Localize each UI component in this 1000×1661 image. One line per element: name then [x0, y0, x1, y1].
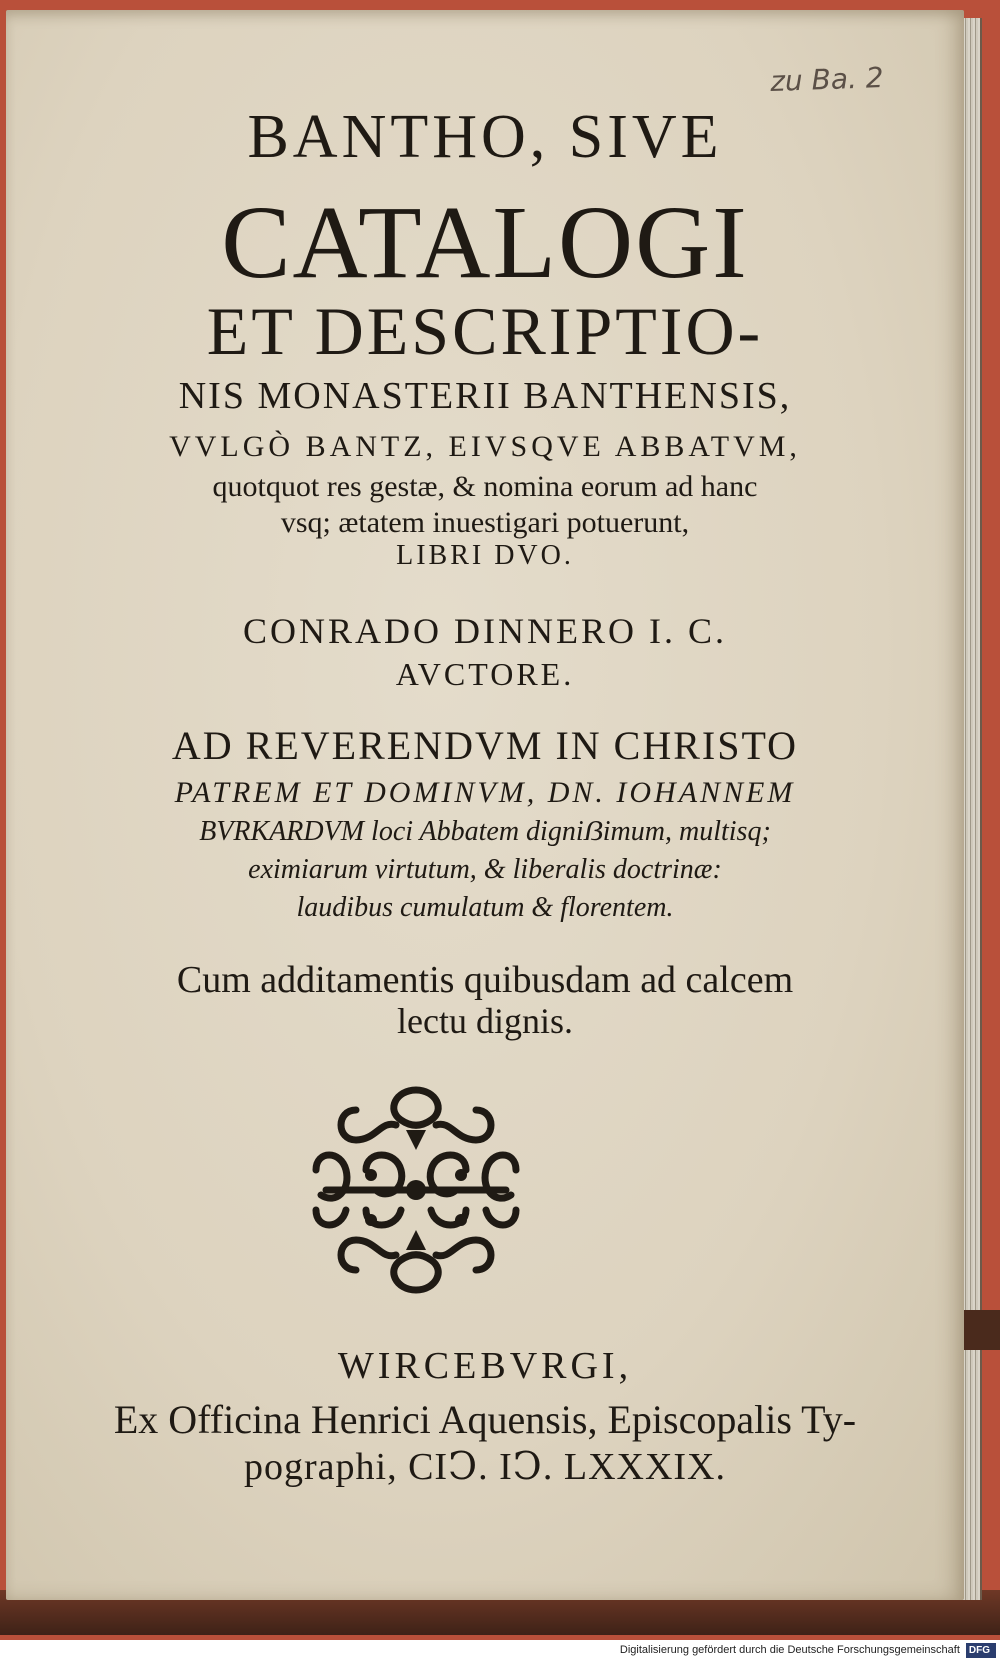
- title-line-6: quotquot res gestæ, & nomina eorum ad hanc: [212, 470, 758, 503]
- title-line-2: CATALOGI: [221, 185, 749, 300]
- title-line-1: BANTHO, SIVE: [247, 103, 723, 171]
- dedication-line-5: laudibus cumulatum & florentem.: [296, 892, 674, 923]
- title-line-7: vsq; ætatem inuestigari potuerunt,: [280, 506, 690, 539]
- additions-line-2: lectu dignis.: [397, 1001, 573, 1041]
- author-line: CONRADO DINNERO I. C.: [243, 611, 727, 651]
- dedication-line-1: AD REVERENDVM IN CHRISTO: [171, 723, 799, 768]
- title-line-4: NIS MONASTERII BANTHENSIS,: [178, 375, 792, 417]
- title-page: [6, 10, 964, 1600]
- imprint-city: WIRCEBVRGI,: [337, 1345, 633, 1387]
- additions-line-1: Cum additamentis quibusdam ad calcem: [176, 959, 794, 1001]
- funding-footer: [0, 1640, 1000, 1661]
- dedication-line-2: PATREM ET DOMINVM, DN. IOHANNEM: [174, 776, 796, 809]
- title-line-5: VVLGÒ BANTZ, EIVSQVE ABBATVM,: [169, 430, 801, 463]
- printers-ornament-icon: [296, 1070, 536, 1310]
- title-line-8: LIBRI DVO.: [396, 540, 574, 571]
- dedication-line-4: eximiarum virtutum, & liberalis doctrinæ:: [248, 854, 722, 885]
- imprint-line-2: Ex Officina Henrici Aquensis, Episcopalis Ty-: [113, 1397, 857, 1442]
- dfg-logo-icon: DFG: [966, 1643, 996, 1658]
- footer-text: Digitalisierung gefördert durch die Deutsche Forschungsgemeinschaft: [619, 1644, 960, 1656]
- imprint-line-3: pographi, CIↃ. IↃ. LXXXIX.: [243, 1446, 727, 1488]
- handwritten-marginalia: zu Ba. 2: [769, 61, 885, 98]
- title-line-3: ET DESCRIPTIO-: [206, 293, 764, 369]
- dedication-line-3: BVRKARDVM loci Abbatem digniẞimum, multisq;: [199, 816, 771, 847]
- author-role: AVCTORE.: [395, 656, 575, 692]
